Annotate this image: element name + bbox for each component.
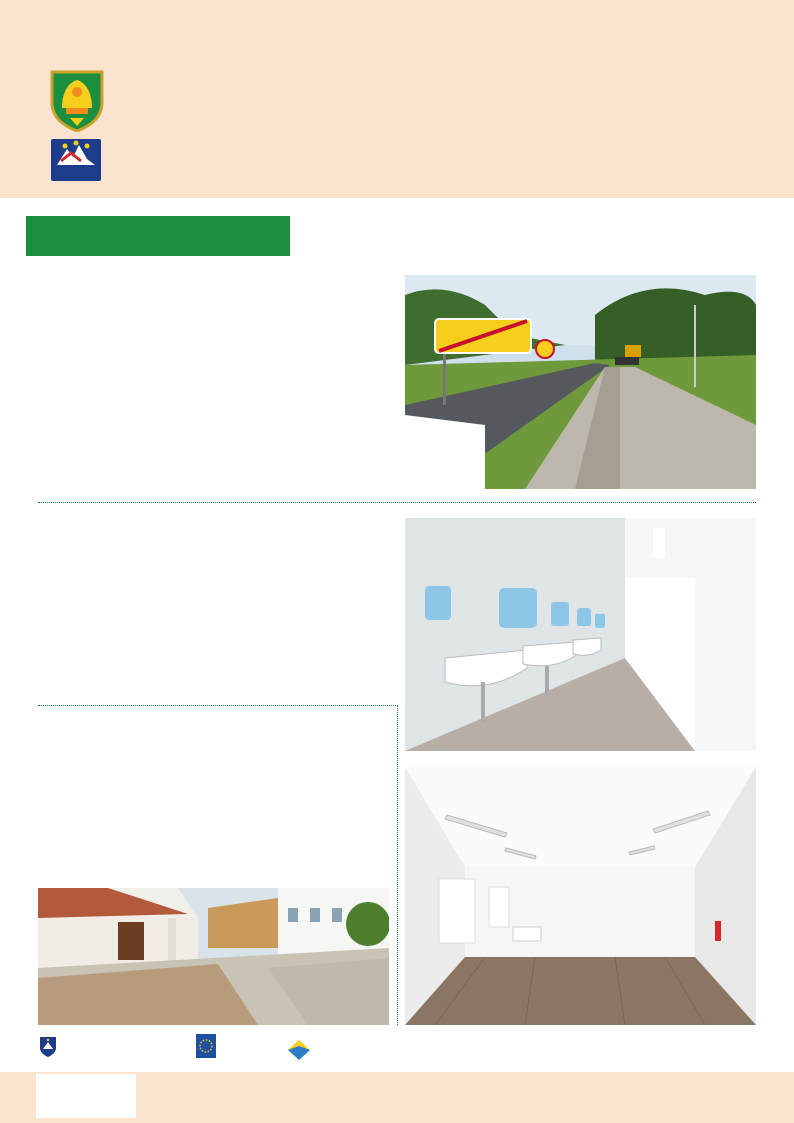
masthead-title [150,72,168,172]
masthead-subline [150,174,246,190]
section-pattern [296,216,756,256]
photo-bike-path [405,275,756,489]
slovenija-30-badge [51,139,101,181]
photo-empty-room [405,767,756,1025]
sponsor-logos [38,1034,390,1066]
eu-flag-icon [196,1034,216,1058]
las-logo-icon [286,1036,312,1062]
footer-brand-box [36,1074,136,1118]
municipality-crest-icon [48,68,106,132]
photo-washroom [405,518,756,751]
divider [397,705,398,1025]
section-heading [26,216,290,256]
triglav-icon [51,139,101,169]
slovenia-coat-icon [38,1036,58,1058]
top-pattern [0,0,794,62]
divider [38,705,398,706]
photo-homestead [38,888,389,1025]
divider [38,502,756,503]
